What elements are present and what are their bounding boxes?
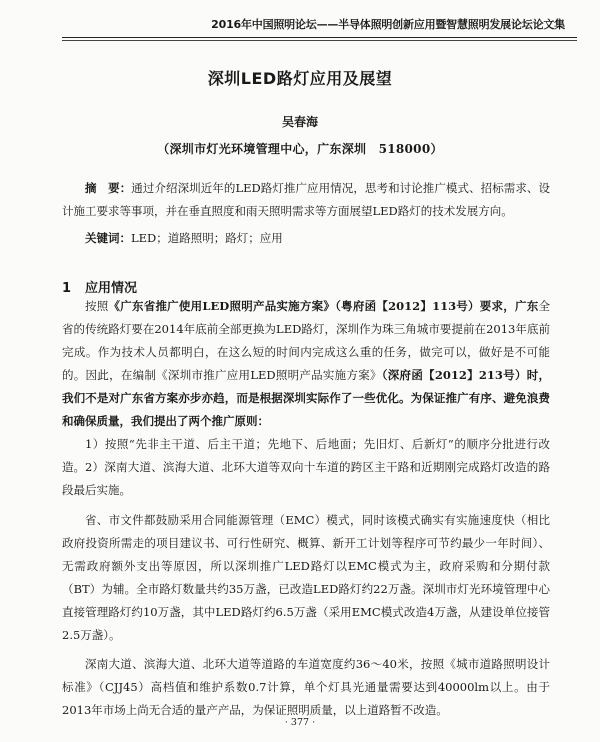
abstract-text: 通过介绍深圳近年的LED路灯推广应用情况，思考和讨论推广模式、招标需求、设计施工要求等事项，并在垂直照度和雨天照明需求等方面展望LED路灯的技术发展方向。 xyxy=(62,181,551,218)
abstract-label: 摘 要： xyxy=(85,181,132,195)
paragraph-1-bold-tail: （深府函【2012】213号）时，我们不是对广东省方案亦步亦趋，而是根据深圳实际作了一些优化。为保证推广有序、避免浪费和确保质量，我们提出了两个推广原则： xyxy=(62,368,550,428)
section-number: 1 xyxy=(62,281,72,296)
section-title: 应用情况 xyxy=(85,281,138,296)
header-rule-thin xyxy=(62,40,577,41)
keywords-label: 关键词： xyxy=(85,231,131,245)
paragraph-5: 深南大道、滨海大道、北环大道等道路的车道宽度约36～40米，按照《城市道路照明设计标准》（CJJ45）高档值和维护系数0.7计算，单个灯具光通量需要达到40000lm以上。由于2013年市场上尚无合适的量产产品，为保证照明质量，以上道路暂不改造。 xyxy=(62,657,550,717)
author-name: 吴春海 xyxy=(281,115,318,129)
paragraph-1-body: 全省的传统路灯要在2014年底前全部更换为LED路灯，深圳作为珠三角城市要提前在2013年底前完成。作为技术人员都明白，在这么短的时间内完成这么重的任务，做完可以，做好是不可能的。因此，在编制《深圳市推广应用LED照明产品实施方案》 xyxy=(62,299,550,382)
keywords-text: LED；道路照明；路灯；应用 xyxy=(131,231,283,245)
abstract xyxy=(62,177,550,223)
paragraph-3: 2）深南大道、滨海大道、北环大道等双向十车道的跨区主干路和近期刚完成路灯改造的路段最后实施。 xyxy=(62,460,550,497)
keywords xyxy=(62,227,550,250)
page-number: · 377 · xyxy=(284,717,316,728)
paragraph-1-lead: 按照 xyxy=(85,299,109,313)
header-rule xyxy=(62,37,577,38)
paragraph-1 xyxy=(62,295,550,433)
paper-title: 深圳LED路灯应用及展望 xyxy=(207,69,393,88)
section-heading xyxy=(62,277,137,296)
running-header: 2016年中国照明论坛——半导体照明创新应用暨智慧照明发展论坛论文集 xyxy=(211,18,565,31)
paragraph-1-bold: 《广东省推广使用LED照明产品实施方案》（粤府函【2012】113号）要求，广东 xyxy=(108,299,539,313)
author-affiliation: （深圳市灯光环境管理中心，广东深圳 518000） xyxy=(157,142,443,156)
paragraph-2: 1）按照“先非主干道、后主干道；先地下、后地面；先旧灯、后新灯”的顺序分批进行改造。 xyxy=(62,437,550,474)
paragraph-4: 省、市文件都鼓励采用合同能源管理（EMC）模式，同时该模式确实有实施速度快（相比政府投资所需走的项目建议书、可行性研究、概算、新开工计划等程序可节约最少一年时间）、无需政府额外支出等原因，所以深圳推广LED路灯以EMC模式为主，政府采购和分期付款（BT）为辅。全市路灯数量共约35万盏，已改造LED路灯约22万盏。深圳市灯光环境管理中心直接管理路灯约10万盏，其中LED路灯约6.5万盏（采用EMC模式改造4万盏，从建设单位接管2.5万盏）。 xyxy=(62,513,550,642)
